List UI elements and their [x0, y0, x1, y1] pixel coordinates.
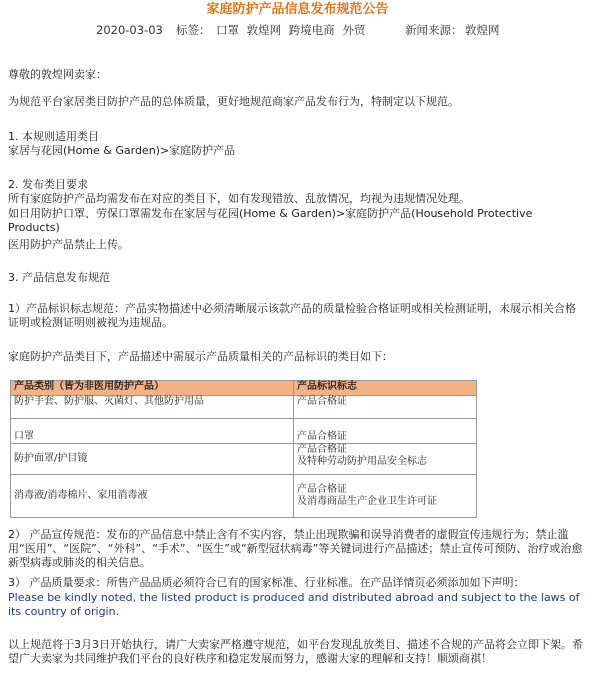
- table-cell: 防护手套、防护服、灭菌灯、其他防护用品: [11, 396, 294, 419]
- section-3-paragraph-2: 家庭防护产品类目下，产品描述中需展示产品质量相关的产品标识的类目如下：: [8, 350, 393, 363]
- table-row: [11, 475, 477, 518]
- table-cell-line: 及消毒商品生产企业卫生许可证: [297, 496, 437, 507]
- table-header-category: 产品类别（皆为非医用防护产品）: [11, 381, 294, 396]
- product-label-table: [10, 380, 477, 518]
- source-label: 新闻来源：: [405, 23, 463, 37]
- source-value: 敦煌网: [465, 23, 500, 37]
- table-cell: [294, 475, 477, 518]
- article-title: 家庭防护产品信息发布规范公告: [206, 2, 389, 17]
- section-3-paragraph-4: 3） 产品质量要求：所售产品品质必须符合已有的国家标准、行业标准。在产品详情页必须添加如下声明：: [8, 576, 525, 589]
- tags-label: 标签：: [176, 23, 211, 37]
- table-row: [11, 419, 477, 444]
- section-3-paragraph-3: 2） 产品宣传规范：发布的产品信息中禁止含有不实内容，禁止出现欺骗和误导消费者的虚假宣传违规行为；禁止滥用“医用”、“医院”、“外科”、“手术”、“医生”或“新型冠状病毒”等关键词进行产品描述；禁止宣传可预防、治疗或治愈新型病毒或肺炎的相关信息。: [8, 528, 583, 569]
- table-cell-line: 产品合格证: [297, 444, 347, 455]
- tags[interactable]: 口罩 敦煌网 跨境电商 外贸: [216, 23, 366, 37]
- section-3-title: 3. 产品信息发布规范: [8, 271, 110, 284]
- table-cell: 产品合格证: [294, 396, 477, 419]
- table-cell-line: 产品合格证: [297, 484, 347, 495]
- section-1-title: 1. 本规则适用类目: [8, 130, 99, 143]
- table-cell: 消毒液/消毒棉片、家用消毒液: [11, 475, 294, 518]
- intro-paragraph: 为规范平台家居类目防护产品的总体质量，更好地规范商家产品发布行为，特制定以下规范。: [8, 95, 459, 108]
- section-2-title: 2. 发布类目要求: [8, 178, 88, 191]
- section-2-line-1: 所有家庭防护产品均需发布在对应的类目下，如有发现错放、乱放情况，均视为违规情况处理。: [8, 192, 470, 205]
- table-header-label: 产品标识标志: [294, 381, 477, 396]
- table-cell-line: 及特种劳动防护用品安全标志: [297, 456, 427, 467]
- table-row: [11, 444, 477, 475]
- table-cell: 口罩: [11, 419, 294, 444]
- section-2-line-2: 如日用防护口罩、劳保口罩需发布在家居与花园(Home & Garden)>家庭防护产品(Household Protective Products): [8, 207, 533, 234]
- table-cell: [294, 444, 477, 475]
- section-2-line-3: 医用防护产品禁止上传。: [8, 238, 129, 251]
- greeting: 尊敬的敦煌网卖家：: [8, 68, 107, 81]
- table-cell: 防护面罩/护目镜: [11, 444, 294, 475]
- section-1-body: 家居与花园(Home & Garden)>家庭防护产品: [8, 144, 236, 157]
- english-statement: Please be kindly noted, the listed product is produced and distributed abroad and subject to the laws of its country of origin.: [8, 591, 580, 618]
- publish-date: 2020-03-03: [96, 23, 163, 37]
- table-header-row: [11, 381, 477, 396]
- table-row: [11, 396, 477, 419]
- closing-paragraph: 以上规范将于3月3日开始执行，请广大卖家严格遵守规范，如平台发现乱放类目、描述不合规的产品将会立即下架。希望广大卖家为共同维护我们平台的良好秩序和稳定发展而努力，感谢大家的理解和支持！顺颂商祺！: [8, 638, 583, 665]
- table-cell: 产品合格证: [294, 419, 477, 444]
- section-3-paragraph-1: 1）产品标识标志规范：产品实物描述中必须清晰展示该款产品的质量检验合格证明或相关检测证明，未展示相关合格证明或检测证明则被视为违规品。: [8, 302, 576, 329]
